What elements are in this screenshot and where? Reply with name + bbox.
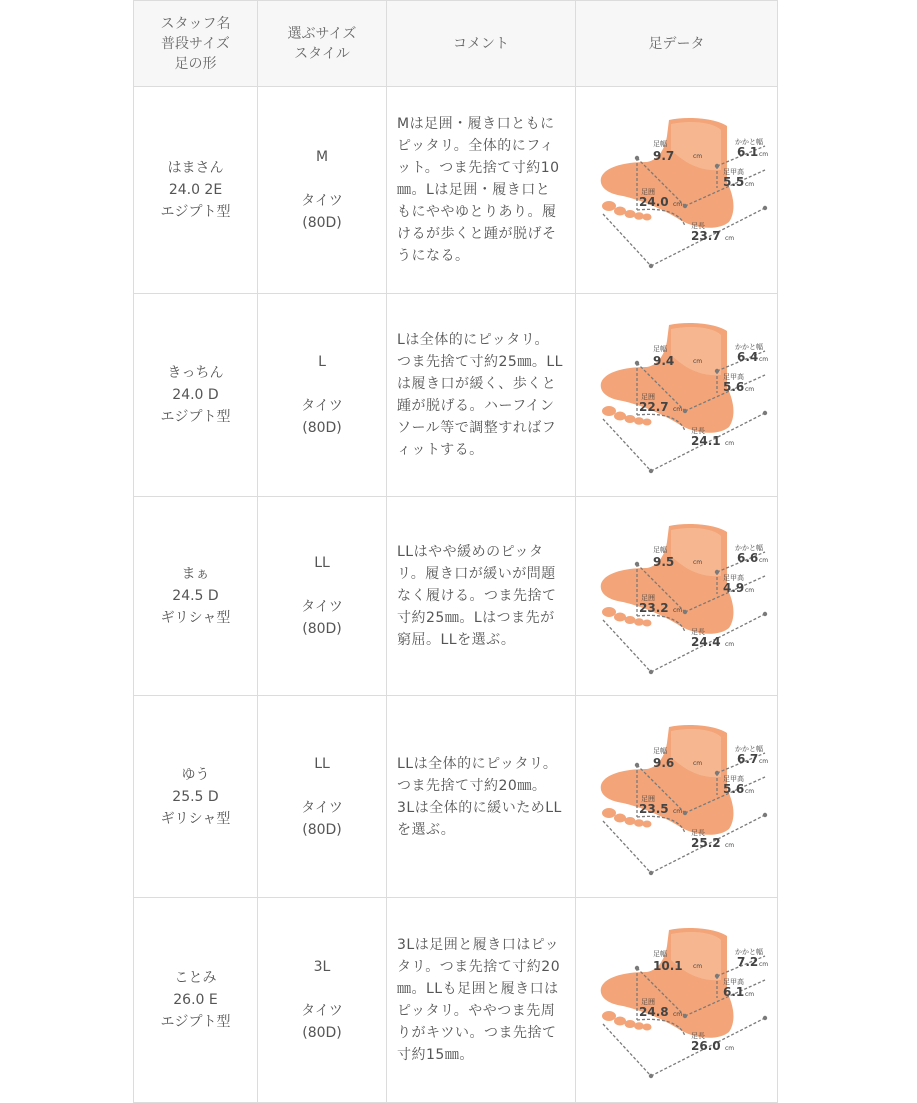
length-unit: cm [724, 641, 734, 648]
denier: (80D) [302, 420, 342, 436]
instep-unit: cm [744, 181, 754, 188]
measure-point [648, 1074, 652, 1078]
foot-shape: ギリシャ型 [160, 610, 231, 626]
measure-point [634, 361, 638, 365]
table-row [134, 898, 778, 1103]
comment-cell: LLはやや緩めのピッタリ。履き口が緩いが問題なく履ける。つま先捨て寸約25㎜。Lはつま先が窮屈。LLを選ぶ。 [387, 497, 576, 696]
measure-point [682, 610, 686, 614]
width-unit: cm [692, 358, 702, 365]
table-row [134, 87, 778, 294]
heel-value: 6.7 [736, 751, 758, 766]
header-staff-line: 足の形 [174, 55, 217, 72]
table-row [134, 497, 778, 696]
measure-line [603, 419, 651, 471]
heel-unit: cm [758, 151, 768, 158]
length-label: 足長 [690, 1032, 705, 1040]
girth-value: 22.7 [638, 400, 669, 414]
width-value: 10.1 [652, 959, 683, 973]
heel-value: 7.2 [736, 955, 758, 969]
comment-cell: LLは全体的にピッタリ。つま先捨て寸約20㎜。3Lは全体的に緩いためLLを選ぶ。 [387, 696, 576, 898]
staff-name: はまさん [167, 160, 224, 176]
girth-value: 24.0 [638, 195, 669, 209]
style: タイツ [301, 599, 343, 615]
comment-cell: Lは全体的にピッタリ。つま先捨て寸約25㎜。LLは履き口が緩く、歩くと踵が脱げる。ハーフインソール等で調整すればフィットする。 [387, 294, 576, 497]
chosen-size: L [318, 354, 326, 370]
measure-point [634, 156, 638, 160]
width-label: 足幅 [652, 950, 667, 958]
girth-label: 足囲 [640, 393, 655, 401]
usual-size: 26.0 E [173, 992, 218, 1008]
length-unit: cm [724, 841, 734, 849]
header-size-line: 選ぶサイズ [287, 25, 357, 42]
length-unit: cm [724, 1045, 734, 1052]
heel-value: 6.4 [736, 350, 758, 364]
foot-shape: ギリシャ型 [160, 810, 231, 827]
staff-name: まぁ [181, 566, 210, 582]
size-cell [258, 497, 387, 696]
comment-cell: 3Lは足囲と履き口はピッタリ。つま先捨て寸約20㎜。LLも足囲と履き口はピッタリ。ややつま先周りがキツい。つま先捨て寸約15㎜。 [387, 898, 576, 1103]
length-value: 25.2 [690, 835, 721, 850]
header-foot: 足データ [576, 1, 778, 87]
header-row [134, 1, 778, 87]
measure-point [714, 369, 718, 373]
style: タイツ [301, 193, 343, 209]
foot-data-cell [576, 294, 778, 497]
girth-value: 24.8 [638, 1005, 669, 1019]
width-unit: cm [692, 559, 702, 566]
foot-data-cell [576, 898, 778, 1103]
instep-value: 5.6 [722, 380, 744, 394]
girth-label: 足囲 [640, 594, 655, 602]
foot-diagram [587, 110, 767, 270]
girth-unit: cm [672, 201, 682, 208]
measure-point [648, 264, 652, 268]
measure-point [682, 1014, 686, 1018]
table-row [134, 696, 778, 898]
denier: (80D) [302, 1025, 342, 1041]
girth-unit: cm [672, 607, 682, 614]
measure-point [762, 411, 766, 415]
width-label: 足幅 [652, 546, 667, 554]
heel-value: 6.6 [736, 551, 758, 565]
denier: (80D) [302, 821, 342, 838]
measure-point [634, 762, 638, 766]
header-size [258, 1, 387, 87]
instep-label: 足甲高 [722, 168, 744, 176]
length-value: 23.7 [690, 229, 721, 243]
width-value: 9.4 [652, 354, 674, 368]
heel-unit: cm [758, 757, 768, 765]
foot-data-cell [576, 497, 778, 696]
header-staff-line: 普段サイズ [161, 35, 230, 52]
measure-line [603, 214, 651, 266]
heel-label: かかと幅 [734, 744, 763, 753]
staff-name: ゆう [181, 766, 210, 783]
header-size-line: スタイル [294, 45, 350, 62]
staff-cell [134, 294, 258, 497]
girth-unit: cm [672, 406, 682, 413]
width-value: 9.7 [652, 149, 674, 163]
foot-shape: エジプト型 [160, 204, 231, 220]
measure-point [762, 1016, 766, 1020]
foot-diagram [587, 717, 767, 877]
instep-unit: cm [744, 787, 754, 795]
staff-name: ことみ [174, 970, 217, 986]
usual-size: 24.0 2E [168, 182, 223, 198]
size-cell [258, 87, 387, 294]
heel-unit: cm [758, 557, 768, 564]
foot-diagram [587, 516, 767, 676]
size-cell [258, 696, 387, 898]
foot-data-cell [576, 696, 778, 898]
instep-label: 足甲高 [722, 574, 744, 582]
measure-point [648, 469, 652, 473]
girth-label: 足囲 [640, 998, 655, 1006]
size-comparison-table [133, 0, 778, 1103]
instep-value: 4.9 [722, 581, 744, 595]
heel-label: かかと幅 [734, 138, 763, 146]
length-unit: cm [724, 440, 734, 447]
instep-unit: cm [744, 991, 754, 998]
measure-point [682, 204, 686, 208]
measure-point [714, 164, 718, 168]
instep-value: 5.5 [722, 175, 744, 189]
measure-line [603, 620, 651, 672]
length-value: 24.4 [690, 635, 721, 649]
girth-value: 23.2 [638, 601, 669, 615]
girth-label: 足囲 [640, 794, 655, 803]
measure-point [714, 770, 718, 774]
usual-size: 24.0 D [172, 387, 219, 403]
width-unit: cm [692, 153, 702, 160]
measure-point [714, 974, 718, 978]
measure-point [634, 562, 638, 566]
girth-unit: cm [672, 1011, 682, 1018]
denier: (80D) [302, 621, 342, 637]
size-cell [258, 294, 387, 497]
length-value: 24.1 [690, 434, 721, 448]
measure-point [762, 612, 766, 616]
length-label: 足長 [690, 427, 705, 435]
usual-size: 24.5 D [172, 588, 219, 604]
instep-value: 5.6 [722, 781, 744, 796]
staff-cell [134, 497, 258, 696]
width-label: 足幅 [652, 746, 667, 755]
denier: (80D) [302, 215, 342, 231]
header-comment: コメント [387, 1, 576, 87]
girth-label: 足囲 [640, 188, 655, 196]
comment-cell: Mは足囲・履き口ともにピッタリ。全体的にフィット。つま先捨て寸約10㎜。Lは足囲・履き口ともにややゆとりあり。履けるが歩くと踵が脱げそうになる。 [387, 87, 576, 294]
measure-point [634, 966, 638, 970]
width-label: 足幅 [652, 140, 667, 148]
chosen-size: M [315, 149, 329, 165]
foot-data-cell [576, 87, 778, 294]
staff-cell [134, 696, 258, 898]
width-value: 9.6 [652, 755, 674, 770]
staff-cell [134, 898, 258, 1103]
foot-diagram [587, 315, 767, 475]
girth-unit: cm [672, 807, 682, 815]
chosen-size: LL [314, 755, 330, 772]
instep-value: 6.1 [722, 985, 744, 999]
measure-line [603, 821, 651, 873]
heel-value: 6.1 [736, 145, 758, 159]
usual-size: 25.5 D [172, 788, 219, 805]
table-row [134, 294, 778, 497]
measure-point [762, 206, 766, 210]
length-label: 足長 [690, 628, 705, 636]
length-unit: cm [724, 235, 734, 242]
measure-point [648, 670, 652, 674]
measure-line [603, 1024, 651, 1076]
measure-point [682, 810, 686, 814]
foot-shape: エジプト型 [160, 1014, 231, 1030]
width-unit: cm [692, 963, 702, 970]
instep-label: 足甲高 [722, 774, 744, 783]
measure-point [648, 870, 652, 874]
instep-label: 足甲高 [722, 978, 744, 986]
style: タイツ [301, 1003, 343, 1019]
instep-unit: cm [744, 587, 754, 594]
header-staff-line: スタッフ名 [160, 15, 231, 32]
girth-value: 23.5 [638, 801, 669, 816]
style: タイツ [301, 799, 343, 816]
length-value: 26.0 [690, 1039, 721, 1053]
style: タイツ [301, 398, 343, 414]
heel-label: かかと幅 [734, 343, 763, 351]
instep-unit: cm [744, 386, 754, 393]
header-staff [134, 1, 258, 87]
heel-unit: cm [758, 961, 768, 968]
foot-shape: エジプト型 [160, 409, 231, 425]
width-label: 足幅 [652, 345, 667, 353]
staff-name: きっちん [167, 365, 224, 381]
instep-label: 足甲高 [722, 373, 744, 381]
length-label: 足長 [690, 828, 705, 837]
width-value: 9.5 [652, 555, 674, 569]
heel-unit: cm [758, 356, 768, 363]
chosen-size: LL [314, 555, 330, 571]
heel-label: かかと幅 [734, 544, 763, 552]
staff-cell [134, 87, 258, 294]
heel-label: かかと幅 [734, 948, 763, 956]
measure-point [682, 409, 686, 413]
foot-diagram [587, 920, 767, 1080]
measure-point [762, 812, 766, 816]
chosen-size: 3L [313, 959, 331, 975]
length-label: 足長 [690, 222, 705, 230]
size-cell [258, 898, 387, 1103]
width-unit: cm [692, 759, 702, 767]
measure-point [714, 570, 718, 574]
